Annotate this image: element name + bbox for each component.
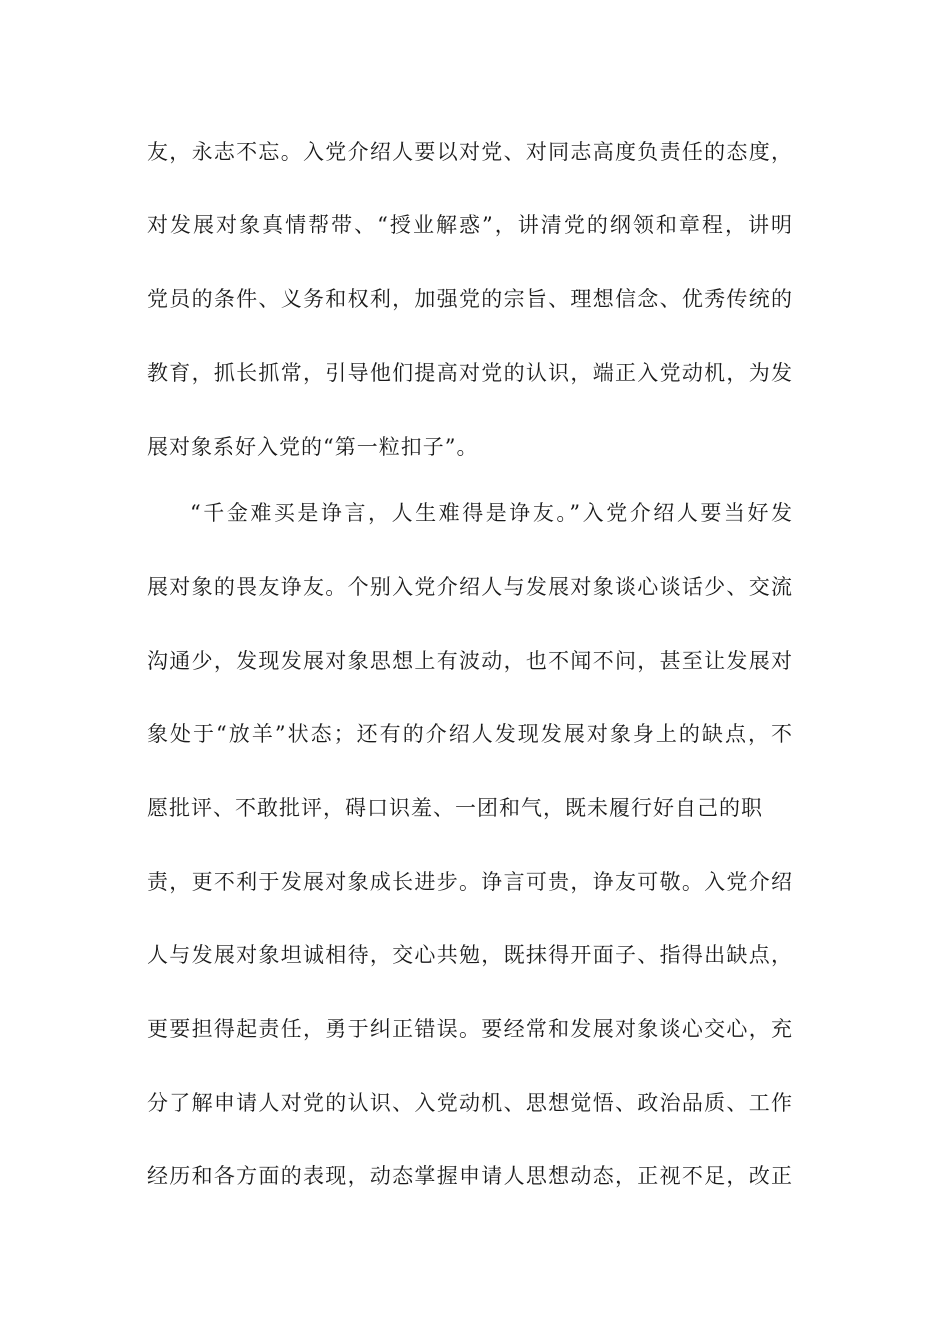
text-line: 象处于“放羊”状态；还有的介绍人发现发展对象身上的缺点，不: [147, 722, 793, 746]
text-line: 分了解申请人对党的认识、入党动机、思想觉悟、政治品质、工作: [147, 1091, 793, 1115]
text-line: 经历和各方面的表现，动态掌握申请人思想动态，正视不足，改正: [147, 1164, 793, 1188]
text-line: 人与发展对象坦诚相待，交心共勉，既抹得开面子、指得出缺点，: [147, 943, 793, 967]
text-line: 党员的条件、义务和权利，加强党的宗旨、理想信念、优秀传统的: [147, 287, 793, 311]
text-line: 对发展对象真情帮带、“授业解惑”，讲清党的纲领和章程，讲明: [147, 213, 793, 237]
paragraph-first-line: “千金难买是诤言，人生难得是诤友。”入党介绍人要当好发: [190, 501, 793, 525]
text-line: 教育，抓长抓常，引导他们提高对党的认识，端正入党动机，为发: [147, 361, 793, 385]
text-line: 沟通少，发现发展对象思想上有波动，也不闻不问，甚至让发展对: [147, 649, 793, 673]
text-line: 更要担得起责任，勇于纠正错误。要经常和发展对象谈心交心，充: [147, 1017, 793, 1041]
text-line: 友，永志不忘。入党介绍人要以对党、对同志高度负责任的态度，: [147, 140, 793, 164]
text-line: 展对象系好入党的“第一粒扣子”。: [147, 435, 479, 459]
text-line: 责，更不利于发展对象成长进步。诤言可贵，诤友可敬。入党介绍: [147, 870, 793, 894]
text-line: 展对象的畏友诤友。个别入党介绍人与发展对象谈心谈话少、交流: [147, 575, 793, 599]
text-line: 愿批评、不敢批评，碍口识羞、一团和气，既未履行好自己的职: [147, 796, 763, 820]
